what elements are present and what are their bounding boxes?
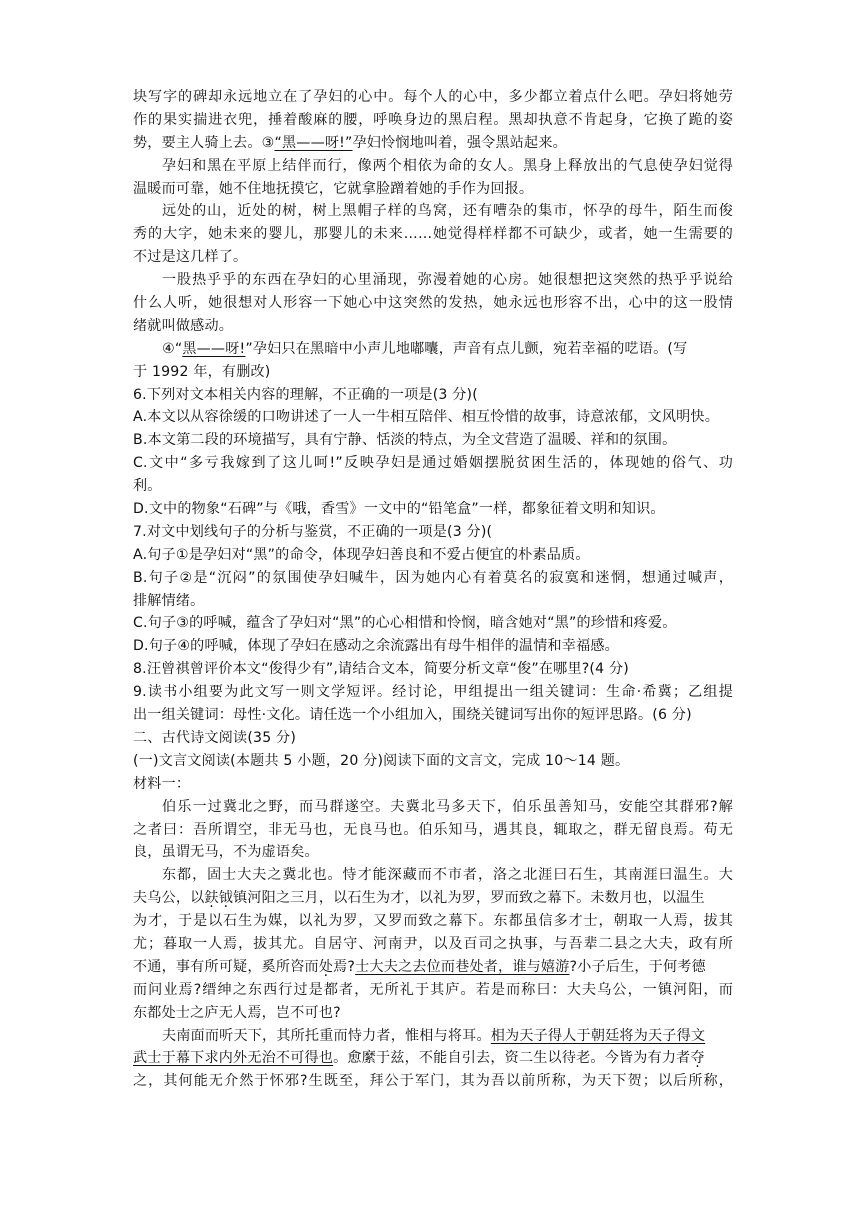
subsection-title: (一)文言文阅读(本题共 5 小题，20 分)阅读下面的文言文，完成 10～14 题。 [133,752,630,769]
text-line: 块写字的碑却永远地立在了孕妇的心中。每个人的心中，多少都立着点什么吧。孕妇将她劳 [133,89,733,105]
underlined-sentence-3: “黑——呀!” [274,134,353,151]
text-line: 温暖而可靠，她不住地抚摸它，它就拿脸蹭着她的手作为回报。 [133,180,534,197]
emphasis-char: 鈇 [204,890,219,907]
text-span: 焉? [333,958,356,975]
document-page [133,86,733,1093]
text-line: 绪就叫做感动。 [133,317,234,334]
text-span: ?小子后生，于何考德 [569,958,706,975]
option-6d: D.文中的物象“石碑”与《哦，香雪》一文中的“铅笔盒”一样，都象征着文明和知识。 [133,501,665,518]
text-span: 。愈縻于兹，不能自引去，资二生以待老。今皆为有力者 [333,1050,691,1067]
emphasis-char: 钺 [218,890,234,907]
text-line: 良，虽谓无马，不为虚语矣。 [133,844,319,861]
text-line: 之，其何能无介然于怀邪?生既至，拜公于军门，其为吾以前所称，为天下贺；以后所称， [133,1073,733,1090]
underlined-sentence: 相为天子得人于朝廷将为天子得文 [490,1027,706,1044]
option-7b: B.句子②是“沉闷”的氛围使孕妇喊牛，因为她内心有着莫名的寂寞和迷惘，想通过喊声， [133,569,733,586]
underlined-sentence-4: 黑——呀! [182,340,246,357]
option-7c: C.句子③的呼喊，蕴含了孕妇对“黑”的心心相惜和怜悯，暗含她对“黑”的珍惜和疼爱。 [133,615,677,632]
text-line: 伯乐一过冀北之野，而马群遂空。夫冀北马多天下，伯乐虽善知马，安能空其群邪?解 [162,798,733,815]
option-7a: A.句子①是孕妇对“黑”的命令，体现孕妇善良和不爱占便宜的朴素品质。 [133,546,590,563]
material-label: 材料一： [133,775,191,792]
text-line: 秀的大字，她未来的婴儿，那婴儿的未来……她觉得样样都不可缺少，或者，她一生需要的 [133,226,733,243]
section-title: 二、古代诗文阅读(35 分) [133,729,297,746]
text-span: 夫南面而听天下，其所托重而恃力者，惟相与将耳。 [162,1027,491,1044]
text-line [133,132,733,155]
option-7d: D.句子④的呼喊，体现了孕妇在感动之余流露出有母牛相伴的温情和幸福感。 [133,638,619,655]
emphasis-char: 夺 [690,1050,705,1067]
text-line: 东都，固士大夫之冀北也。恃才能深藏而不市者，洛之北涯曰石生，其南涯曰温生。大 [162,867,733,884]
text-line: 作的果实揣进衣兜，捶着酸麻的腰，呼唤身边的黑启程。黑却执意不肯起身，它换了跪的姿 [133,111,733,128]
question-8: 8.汪曾祺曾评价本文“俊得少有”,请结合文本，简要分析文章“俊”在哪里?(4 分) [133,661,629,678]
text-line [133,956,733,979]
text-line: 为才，于是以石生为媒，以礼为罗，又罗而致之幕下。东都虽信多才士，朝取一人焉，拔其 [133,913,733,930]
question-9: 9.读书小组要为此文写一则文学短评。经讨论，甲组提出一组关键词：生命·希冀；乙组提 [133,684,733,701]
text-line [133,1025,733,1048]
option-6b: B.本文第二段的环境描写，具有宁静、恬淡的特点，为全文营造了温暖、祥和的氛围。 [133,432,677,449]
text-line: 孕妇和黑在平原上结伴而行，像两个相依为命的女人。黑身上释放出的气息使孕妇觉得 [162,157,733,174]
text-line [133,887,733,910]
text-line: 尤；暮取一人焉，拔其尤。自居守、河南尹，以及百司之执事，与吾辈二县之大夫，政有所 [133,935,733,952]
option-6c-cont: 利。 [133,478,162,495]
text-span: 孕妇怜悯地叫着，强令黑站起来。 [352,134,567,151]
text-line: 而问业焉?缙绅之东西行过是都者，无所礼于其庐。若是而称曰：大夫乌公，一镇河阳，而 [133,981,733,998]
emphasis-char: 处 [318,958,334,975]
underlined-sentence: 武士于幕下求内外无治不可得也 [133,1050,334,1067]
text-line: 一股热乎乎的东西在孕妇的心里涌现，弥漫着她的心房。她很想把这突然的热乎乎说给 [162,272,733,289]
text-span: 势，要主人骑上去。③ [133,134,275,151]
option-6a: A.本文以从容徐缓的口吻讲述了一人一牛相互陪伴、相互怜惜的故事，诗意浓郁，文风明快。 [133,409,720,426]
text-span: 镇河阳之三月，以石生为才，以礼为罗，罗而致之幕下。未数月也，以温生 [233,890,705,907]
option-7b-cont: 排解情绪。 [133,592,205,609]
question-6: 6.下列对文本相关内容的理解，不正确的一项是(3 分)( [133,386,478,403]
option-6c: C.文中“多亏我嫁到了这儿呵!”反映孕妇是通过婚姻摆脱贫困生活的，体现她的俗气、功 [133,455,733,472]
text-span: ④“ [162,340,183,357]
question-9-cont: 出一组关键词：母性·文化。请任选一个小组加入，围绕关键词写出你的短评思路。(6 分) [133,707,692,724]
text-line: 不过是这几样了。 [133,249,248,266]
question-7: 7.对文中划线句子的分析与鉴赏，不正确的一项是(3 分)( [133,523,493,540]
text-span: 不通，事有所可疑，奚所咨而 [133,958,319,975]
text-line: 远处的山，近处的树，树上黑帽子样的鸟窝，还有嘈杂的集市，怀孕的母牛，陌生而俊 [162,203,733,220]
text-line: 于 1992 年，有删改) [133,363,271,380]
text-line: 之者曰：吾所谓空，非无马也，无良马也。伯乐知马，遇其良，辄取之，群无留良焉。苟无 [133,821,733,838]
text-line [133,338,733,361]
text-line [133,1047,733,1070]
text-line: 东都处士之庐无人焉，岂不可也? [133,1004,341,1021]
text-line: 什么人听，她很想对人形容一下她心中这突然的发热，她永远也形容不出，心中的这一股情 [133,295,733,312]
text-span: 夫乌公，以 [133,890,205,907]
underlined-sentence: 士大夫之去位而巷处者，谁与嬉游 [355,958,570,975]
text-span: ”孕妇只在黑暗中小声儿地嘟囔，声音有点儿颤，宛若幸福的呓语。(写 [245,340,688,357]
